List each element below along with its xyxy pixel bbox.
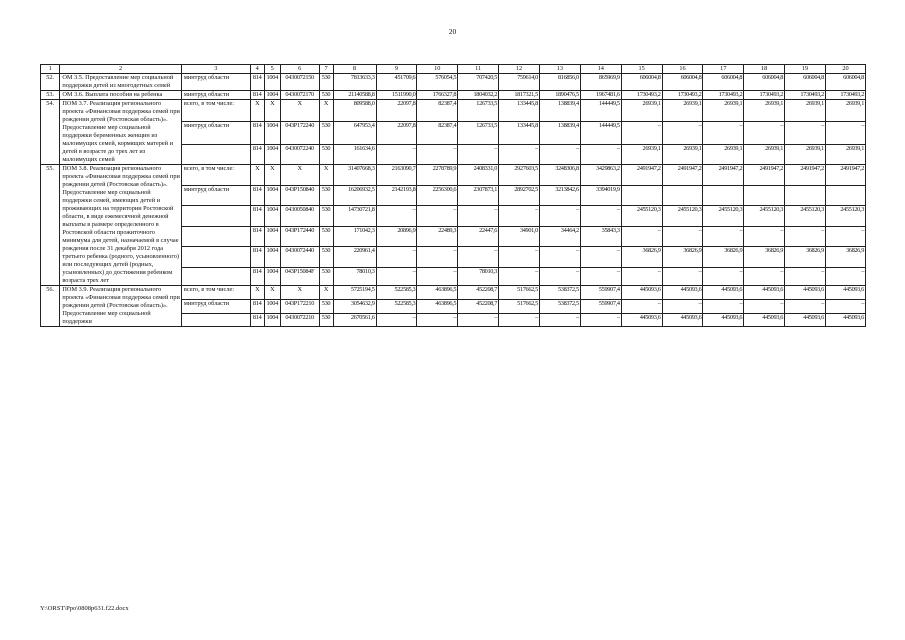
amount-cell: 463896,5 bbox=[417, 286, 458, 300]
budget-table bbox=[40, 64, 866, 327]
budget-code: 1004 bbox=[264, 267, 280, 286]
budget-code: 814 bbox=[250, 91, 264, 100]
amount-cell bbox=[825, 185, 865, 206]
column-number-header: 16 bbox=[662, 65, 703, 74]
amount-cell: 36826,9 bbox=[621, 247, 662, 268]
amount-cell: 161634,6 bbox=[333, 144, 376, 164]
amount-cell: 3394019,9 bbox=[580, 185, 621, 206]
amount-cell bbox=[662, 185, 703, 206]
amount-cell: 26939,1 bbox=[744, 144, 785, 164]
amount-cell: – bbox=[785, 226, 826, 247]
amount-cell: 445093,6 bbox=[825, 286, 865, 300]
table-row bbox=[41, 74, 866, 91]
budget-code: Х bbox=[319, 100, 333, 122]
budget-code: 530 bbox=[319, 74, 333, 91]
amount-cell: 445093,6 bbox=[662, 286, 703, 300]
amount-cell: – bbox=[458, 247, 499, 268]
amount-cell: – bbox=[703, 300, 744, 314]
table-row bbox=[41, 165, 866, 186]
amount-cell: – bbox=[825, 122, 865, 144]
amount-cell: 138839,4 bbox=[539, 100, 580, 122]
amount-cell: – bbox=[417, 314, 458, 327]
amount-cell: 133445,8 bbox=[499, 122, 540, 144]
amount-cell: 26939,1 bbox=[703, 100, 744, 122]
responsible-executor: всего, в том числе: bbox=[181, 165, 250, 186]
amount-cell: – bbox=[825, 267, 865, 286]
column-number-header: 3 bbox=[181, 65, 250, 74]
amount-cell: 2491947,2 bbox=[662, 165, 703, 186]
amount-cell: 445093,6 bbox=[662, 314, 703, 327]
amount-cell: 606004,8 bbox=[662, 74, 703, 91]
amount-cell: – bbox=[376, 247, 417, 268]
amount-cell bbox=[785, 185, 826, 206]
responsible-executor bbox=[181, 206, 250, 227]
amount-cell: 22447,6 bbox=[458, 226, 499, 247]
amount-cell: 1890476,5 bbox=[539, 91, 580, 100]
amount-cell: – bbox=[580, 144, 621, 164]
column-number-header: 14 bbox=[580, 65, 621, 74]
amount-cell: 36826,9 bbox=[785, 247, 826, 268]
responsible-executor: всего, в том числе: bbox=[181, 100, 250, 122]
column-number-header: 7 bbox=[319, 65, 333, 74]
responsible-executor: минтруд области bbox=[181, 122, 250, 144]
amount-cell bbox=[621, 185, 662, 206]
budget-code: 1004 bbox=[264, 185, 280, 206]
amount-cell: 78010,3 bbox=[458, 267, 499, 286]
column-number-header: 8 bbox=[333, 65, 376, 74]
budget-code: Х bbox=[264, 165, 280, 186]
budget-code: 1004 bbox=[264, 74, 280, 91]
budget-code: 814 bbox=[250, 247, 264, 268]
amount-cell: 22489,3 bbox=[417, 226, 458, 247]
amount-cell: 2163090,7 bbox=[376, 165, 417, 186]
amount-cell: 1730493,2 bbox=[703, 91, 744, 100]
amount-cell: 2455120,3 bbox=[621, 206, 662, 227]
responsible-executor: минтруд области bbox=[181, 91, 250, 100]
amount-cell: 133445,8 bbox=[499, 100, 540, 122]
amount-cell: 463896,5 bbox=[417, 300, 458, 314]
column-number-header: 17 bbox=[703, 65, 744, 74]
amount-cell: 3429863,2 bbox=[580, 165, 621, 186]
responsible-executor: минтруд области bbox=[181, 300, 250, 314]
row-number: 54. bbox=[41, 100, 60, 165]
amount-cell: 2491947,2 bbox=[744, 165, 785, 186]
responsible-executor: минтруд области bbox=[181, 74, 250, 91]
amount-cell: 517662,5 bbox=[499, 286, 540, 300]
responsible-executor bbox=[181, 267, 250, 286]
column-number-header: 9 bbox=[376, 65, 417, 74]
amount-cell: – bbox=[662, 267, 703, 286]
amount-cell: 138839,4 bbox=[539, 122, 580, 144]
budget-code: 1004 bbox=[264, 226, 280, 247]
row-number: 56. bbox=[41, 286, 60, 327]
amount-cell: 126733,5 bbox=[458, 122, 499, 144]
amount-cell: 517662,5 bbox=[499, 300, 540, 314]
responsible-executor bbox=[181, 226, 250, 247]
header-row bbox=[41, 65, 866, 74]
amount-cell: 445093,6 bbox=[744, 314, 785, 327]
amount-cell: 2455120,3 bbox=[785, 206, 826, 227]
amount-cell: 2927603,5 bbox=[499, 165, 540, 186]
amount-cell: 2142193,8 bbox=[376, 185, 417, 206]
column-number-header: 1 bbox=[41, 65, 60, 74]
budget-code: 814 bbox=[250, 314, 264, 327]
budget-code: 1004 bbox=[264, 122, 280, 144]
amount-cell: 7813633,3 bbox=[333, 74, 376, 91]
budget-code: 814 bbox=[250, 74, 264, 91]
amount-cell: 26939,1 bbox=[785, 100, 826, 122]
amount-cell bbox=[703, 185, 744, 206]
amount-cell: 2455120,3 bbox=[825, 206, 865, 227]
row-number: 52. bbox=[41, 74, 60, 91]
amount-cell: 31407668,3 bbox=[333, 165, 376, 186]
measure-name: ПОМ 3.8. Реализация регионального проекта «Финансовая поддержка семей при рождении детей (Ростовская область)». Предоставление мер социальной поддержки семей, имеющих детей и проживающих на территории Ростовской области, в виде ежемесячной денежной выплаты в размере определенного в Ростовской области прожиточного минимума для детей, назначаемой в случае рождения после 31 декабря 2012 года третьего ребенка (родного, усыновленного) или последующих детей (родных, усыновленных) до достижения ребенком возраста трех лет bbox=[60, 165, 182, 286]
amount-cell: – bbox=[785, 300, 826, 314]
amount-cell: – bbox=[539, 247, 580, 268]
budget-code: Х bbox=[280, 100, 319, 122]
amount-cell: 16206932,5 bbox=[333, 185, 376, 206]
budget-code: 814 bbox=[250, 226, 264, 247]
budget-code: 814 bbox=[250, 206, 264, 227]
amount-cell: 36826,9 bbox=[825, 247, 865, 268]
amount-cell: 3248306,8 bbox=[539, 165, 580, 186]
amount-cell: 538372,5 bbox=[539, 300, 580, 314]
amount-cell: 576054,5 bbox=[417, 74, 458, 91]
measure-name: ОМ 3.6. Выплата пособия на ребенка bbox=[60, 91, 182, 100]
column-number-header: 4 bbox=[250, 65, 264, 74]
amount-cell: 34901,0 bbox=[499, 226, 540, 247]
budget-code: 1004 bbox=[264, 91, 280, 100]
column-number-header: 20 bbox=[825, 65, 865, 74]
amount-cell: 2256300,6 bbox=[417, 185, 458, 206]
amount-cell: – bbox=[376, 267, 417, 286]
amount-cell: 865969,9 bbox=[580, 74, 621, 91]
amount-cell: 1804032,2 bbox=[458, 91, 499, 100]
measure-name: ПОМ 3.9. Реализация регионального проекта «Финансовая поддержка семей при рождении детей (Ростовская область)». Предоставление мер социальной поддержки bbox=[60, 286, 182, 327]
amount-cell: 126733,5 bbox=[458, 100, 499, 122]
amount-cell: 2455120,3 bbox=[662, 206, 703, 227]
amount-cell: – bbox=[662, 300, 703, 314]
amount-cell: – bbox=[417, 206, 458, 227]
amount-cell: – bbox=[376, 144, 417, 164]
row-number: 55. bbox=[41, 165, 60, 286]
column-number-header: 19 bbox=[785, 65, 826, 74]
budget-code: 530 bbox=[319, 314, 333, 327]
amount-cell: 759614,0 bbox=[499, 74, 540, 91]
amount-cell: – bbox=[825, 226, 865, 247]
budget-code: 530 bbox=[319, 144, 333, 164]
page-number: 20 bbox=[448, 27, 457, 36]
amount-cell: 1967481,6 bbox=[580, 91, 621, 100]
amount-cell: – bbox=[539, 144, 580, 164]
amount-cell: – bbox=[376, 314, 417, 327]
budget-code: 1004 bbox=[264, 206, 280, 227]
measure-name: ПОМ 3.7. Реализация регионального проекта «Финансовая поддержка семей при рождении детей (Ростовская область)». Предоставление мер социальной поддержки беременных женщин из малоимущих семей, кормящих матерей и детей в возрасте до трех лет из малоимущих семей bbox=[60, 100, 182, 165]
amount-cell: 452208,7 bbox=[458, 286, 499, 300]
amount-cell: – bbox=[580, 314, 621, 327]
amount-cell: 2491947,2 bbox=[703, 165, 744, 186]
amount-cell: 26939,1 bbox=[703, 144, 744, 164]
amount-cell: 2491947,2 bbox=[785, 165, 826, 186]
amount-cell: 445093,6 bbox=[621, 286, 662, 300]
amount-cell: 26939,1 bbox=[621, 144, 662, 164]
amount-cell: – bbox=[539, 314, 580, 327]
amount-cell: – bbox=[744, 122, 785, 144]
amount-cell: – bbox=[580, 247, 621, 268]
column-number-header: 5 bbox=[264, 65, 280, 74]
amount-cell: 36826,9 bbox=[744, 247, 785, 268]
budget-code: 530 bbox=[319, 185, 333, 206]
amount-cell: 451709,6 bbox=[376, 74, 417, 91]
amount-cell: 2491947,2 bbox=[621, 165, 662, 186]
amount-cell: 22097,8 bbox=[376, 100, 417, 122]
budget-code: Х bbox=[250, 286, 264, 300]
column-number-header: 2 bbox=[60, 65, 182, 74]
budget-code: 530 bbox=[319, 91, 333, 100]
amount-cell: 647953,4 bbox=[333, 122, 376, 144]
budget-code: Х bbox=[319, 165, 333, 186]
amount-cell: 606004,8 bbox=[825, 74, 865, 91]
amount-cell: – bbox=[785, 122, 826, 144]
amount-cell: 445093,6 bbox=[744, 286, 785, 300]
amount-cell: – bbox=[499, 144, 540, 164]
budget-code: Х bbox=[280, 165, 319, 186]
amount-cell: 522585,3 bbox=[376, 300, 417, 314]
table-row bbox=[41, 286, 866, 300]
amount-cell: 144449,5 bbox=[580, 122, 621, 144]
amount-cell: 559907,4 bbox=[580, 286, 621, 300]
budget-code: 0430050840 bbox=[280, 206, 319, 227]
budget-code: 530 bbox=[319, 267, 333, 286]
amount-cell: 445093,6 bbox=[703, 286, 744, 300]
amount-cell: – bbox=[499, 267, 540, 286]
amount-cell: 2892702,5 bbox=[499, 185, 540, 206]
amount-cell: 5725194,5 bbox=[333, 286, 376, 300]
amount-cell: – bbox=[621, 122, 662, 144]
amount-cell: 809588,0 bbox=[333, 100, 376, 122]
amount-cell: 1817321,5 bbox=[499, 91, 540, 100]
amount-cell: 1730493,2 bbox=[825, 91, 865, 100]
amount-cell: – bbox=[499, 247, 540, 268]
budget-code: 0430072240 bbox=[280, 144, 319, 164]
amount-cell: 445093,6 bbox=[785, 314, 826, 327]
amount-cell: – bbox=[744, 300, 785, 314]
amount-cell: 538372,5 bbox=[539, 286, 580, 300]
amount-cell: 1730493,2 bbox=[662, 91, 703, 100]
amount-cell: 2455120,3 bbox=[703, 206, 744, 227]
table-row bbox=[41, 91, 866, 100]
amount-cell: – bbox=[580, 206, 621, 227]
budget-code: 530 bbox=[319, 122, 333, 144]
amount-cell: 144449,5 bbox=[580, 100, 621, 122]
amount-cell: 606004,8 bbox=[744, 74, 785, 91]
amount-cell: – bbox=[499, 314, 540, 327]
amount-cell: 26939,1 bbox=[744, 100, 785, 122]
amount-cell: 21140588,8 bbox=[333, 91, 376, 100]
amount-cell: 3054632,9 bbox=[333, 300, 376, 314]
amount-cell: – bbox=[539, 206, 580, 227]
amount-cell: 82387,4 bbox=[417, 122, 458, 144]
amount-cell: 82387,4 bbox=[417, 100, 458, 122]
amount-cell: 26939,1 bbox=[785, 144, 826, 164]
column-number-header: 12 bbox=[499, 65, 540, 74]
amount-cell: – bbox=[458, 314, 499, 327]
amount-cell: 26939,1 bbox=[662, 144, 703, 164]
amount-cell: 816856,0 bbox=[539, 74, 580, 91]
amount-cell: 2278789,9 bbox=[417, 165, 458, 186]
budget-code: 0430072210 bbox=[280, 314, 319, 327]
budget-code: 0430072150 bbox=[280, 74, 319, 91]
amount-cell: 2408331,0 bbox=[458, 165, 499, 186]
amount-cell: – bbox=[703, 122, 744, 144]
amount-cell: – bbox=[785, 267, 826, 286]
amount-cell: – bbox=[458, 206, 499, 227]
amount-cell: 26939,1 bbox=[621, 100, 662, 122]
budget-code: 043P172440 bbox=[280, 226, 319, 247]
amount-cell: 26939,1 bbox=[825, 144, 865, 164]
budget-code: 0430072440 bbox=[280, 247, 319, 268]
responsible-executor bbox=[181, 144, 250, 164]
budget-code: 0430072170 bbox=[280, 91, 319, 100]
amount-cell bbox=[744, 185, 785, 206]
budget-code: Х bbox=[250, 165, 264, 186]
file-path-footer: Y:\ORST\Ppo\0808p631.f22.docx bbox=[40, 605, 129, 612]
amount-cell: 36826,9 bbox=[662, 247, 703, 268]
amount-cell: 707420,5 bbox=[458, 74, 499, 91]
amount-cell: 2307873,1 bbox=[458, 185, 499, 206]
amount-cell: – bbox=[417, 247, 458, 268]
budget-code: Х bbox=[264, 286, 280, 300]
amount-cell: 1511990,0 bbox=[376, 91, 417, 100]
budget-code: 530 bbox=[319, 247, 333, 268]
table-row bbox=[41, 100, 866, 122]
budget-code: 043P150840 bbox=[280, 185, 319, 206]
amount-cell: 1730493,2 bbox=[621, 91, 662, 100]
row-number: 53. bbox=[41, 91, 60, 100]
amount-cell: 606004,8 bbox=[703, 74, 744, 91]
budget-code: 814 bbox=[250, 122, 264, 144]
amount-cell: 606004,8 bbox=[785, 74, 826, 91]
column-number-header: 15 bbox=[621, 65, 662, 74]
column-number-header: 10 bbox=[417, 65, 458, 74]
amount-cell: 14730721,8 bbox=[333, 206, 376, 227]
budget-code: 043P172210 bbox=[280, 300, 319, 314]
amount-cell: 522585,3 bbox=[376, 286, 417, 300]
amount-cell: 445093,6 bbox=[621, 314, 662, 327]
amount-cell: – bbox=[621, 226, 662, 247]
budget-code: 814 bbox=[250, 185, 264, 206]
budget-code: 1004 bbox=[264, 314, 280, 327]
amount-cell: 171042,3 bbox=[333, 226, 376, 247]
amount-cell: 78010,3 bbox=[333, 267, 376, 286]
amount-cell: – bbox=[621, 300, 662, 314]
amount-cell: 2491947,2 bbox=[825, 165, 865, 186]
budget-code: 1004 bbox=[264, 144, 280, 164]
budget-code: Х bbox=[280, 286, 319, 300]
amount-cell: – bbox=[662, 122, 703, 144]
amount-cell: 36826,9 bbox=[703, 247, 744, 268]
amount-cell: 445093,6 bbox=[703, 314, 744, 327]
column-number-header: 11 bbox=[458, 65, 499, 74]
budget-code: Х bbox=[250, 100, 264, 122]
amount-cell: 445093,6 bbox=[785, 286, 826, 300]
amount-cell: – bbox=[703, 226, 744, 247]
amount-cell: 26939,1 bbox=[662, 100, 703, 122]
amount-cell: – bbox=[417, 144, 458, 164]
amount-cell: 3213842,6 bbox=[539, 185, 580, 206]
budget-code: 530 bbox=[319, 206, 333, 227]
budget-code: 814 bbox=[250, 144, 264, 164]
budget-code: 530 bbox=[319, 226, 333, 247]
amount-cell: – bbox=[539, 267, 580, 286]
amount-cell: – bbox=[458, 144, 499, 164]
amount-cell: 1730493,2 bbox=[785, 91, 826, 100]
budget-code: Х bbox=[319, 286, 333, 300]
amount-cell: 1730493,2 bbox=[744, 91, 785, 100]
amount-cell: 452208,7 bbox=[458, 300, 499, 314]
amount-cell: – bbox=[499, 206, 540, 227]
amount-cell: – bbox=[376, 206, 417, 227]
amount-cell: – bbox=[580, 267, 621, 286]
amount-cell: 20896,9 bbox=[376, 226, 417, 247]
amount-cell: 220961,4 bbox=[333, 247, 376, 268]
budget-code: 043P172240 bbox=[280, 122, 319, 144]
measure-name: ОМ 3.5. Предоставление мер социальной поддержки детей из многодетных семей bbox=[60, 74, 182, 91]
budget-code: 814 bbox=[250, 267, 264, 286]
responsible-executor: минтруд области bbox=[181, 185, 250, 206]
amount-cell: 35843,3 bbox=[580, 226, 621, 247]
amount-cell: – bbox=[417, 267, 458, 286]
budget-code: 1004 bbox=[264, 300, 280, 314]
column-number-header: 6 bbox=[280, 65, 319, 74]
amount-cell: 606004,8 bbox=[621, 74, 662, 91]
amount-cell: 22097,8 bbox=[376, 122, 417, 144]
responsible-executor: всего, в том числе: bbox=[181, 286, 250, 300]
responsible-executor bbox=[181, 314, 250, 327]
amount-cell: – bbox=[744, 267, 785, 286]
amount-cell: – bbox=[744, 226, 785, 247]
amount-cell: – bbox=[703, 267, 744, 286]
amount-cell: 559907,4 bbox=[580, 300, 621, 314]
amount-cell: 2670561,6 bbox=[333, 314, 376, 327]
amount-cell: 445093,6 bbox=[825, 314, 865, 327]
column-number-header: 13 bbox=[539, 65, 580, 74]
budget-code: 1004 bbox=[264, 247, 280, 268]
amount-cell: – bbox=[621, 267, 662, 286]
budget-code: 530 bbox=[319, 300, 333, 314]
amount-cell: 1766327,8 bbox=[417, 91, 458, 100]
budget-code: 043P15084F bbox=[280, 267, 319, 286]
column-number-header: 18 bbox=[744, 65, 785, 74]
amount-cell: 2455120,3 bbox=[744, 206, 785, 227]
amount-cell: 26939,1 bbox=[825, 100, 865, 122]
budget-code: Х bbox=[264, 100, 280, 122]
amount-cell: – bbox=[825, 300, 865, 314]
amount-cell: – bbox=[662, 226, 703, 247]
budget-code: 814 bbox=[250, 300, 264, 314]
amount-cell: 34464,2 bbox=[539, 226, 580, 247]
responsible-executor bbox=[181, 247, 250, 268]
